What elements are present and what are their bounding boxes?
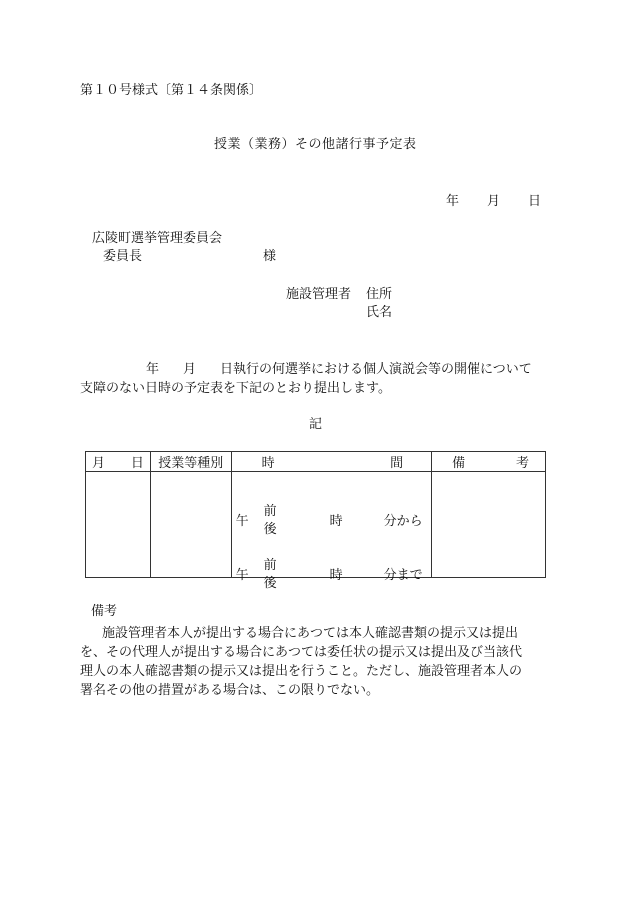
- time-to-minute: 分まで: [383, 568, 423, 583]
- header-day: 日: [130, 456, 144, 471]
- time-from-go2: 後: [263, 522, 277, 537]
- cell-kind[interactable]: [150, 472, 231, 578]
- time-from-minute: 分から: [383, 514, 423, 529]
- header-time-right: 間: [390, 456, 404, 471]
- header-month: 月: [92, 456, 106, 471]
- body-line-1-rest: 日執行の何選挙における個人演説会等の開催について: [220, 362, 532, 377]
- body-year: 年: [146, 362, 160, 377]
- time-from-zen: 前: [263, 504, 277, 519]
- time-to-go2: 後: [263, 576, 277, 591]
- time-to-hour: 時: [329, 568, 343, 583]
- header-kind: 授業等種別: [150, 452, 231, 472]
- body-line-1: [80, 360, 555, 379]
- cell-time[interactable]: [231, 472, 432, 591]
- remarks-line-4: 署名その他の措置がある場合は、この限りでない。: [80, 683, 380, 698]
- header-month-day: [86, 452, 151, 472]
- header-note-right: 考: [515, 456, 529, 471]
- date-line: [446, 195, 541, 208]
- date-day: 日: [528, 194, 542, 209]
- header-time-left: 時: [261, 456, 275, 471]
- header-note-left: 備: [452, 456, 466, 471]
- form-number: 第１０号様式〔第１４条関係〕: [80, 83, 263, 98]
- date-year: 年: [446, 194, 460, 209]
- cell-date[interactable]: [86, 472, 151, 578]
- table-header-row: [86, 452, 546, 472]
- header-time: [231, 452, 432, 472]
- table-row: [86, 472, 546, 578]
- submitter-address-label: 住所: [366, 287, 393, 302]
- header-note: [432, 452, 546, 472]
- date-month: 月: [487, 194, 501, 209]
- time-from-go: 午: [235, 514, 249, 529]
- cell-note[interactable]: [432, 472, 546, 578]
- schedule-table: [85, 451, 546, 591]
- time-to-row: [232, 554, 432, 591]
- document-title: 授業（業務）その他諸行事予定表: [214, 137, 417, 152]
- remarks-line-1: 施設管理者本人が提出する場合にあつては本人確認書類の提示又は提出: [102, 626, 519, 641]
- ki-heading: 記: [309, 417, 323, 432]
- time-from-hour: 時: [329, 514, 343, 529]
- remarks-title: 備考: [91, 604, 118, 619]
- body-line-2: 支障のない日時の予定表を下記のとおり提出します。: [80, 381, 391, 396]
- remarks-line-3: 理人の本人確認書類の提示又は提出を行うこと。ただし、施設管理者本人の: [80, 664, 523, 679]
- submitter-role: 施設管理者: [286, 287, 352, 302]
- body-month: 月: [183, 362, 197, 377]
- time-to-zen: 前: [263, 558, 277, 573]
- submitter-name-label: 氏名: [366, 305, 393, 320]
- remarks-text: [80, 624, 555, 700]
- body-text: [80, 360, 555, 398]
- addressee-honorific: 様: [263, 249, 277, 264]
- remarks-line-2: を、その代理人が提出する場合にあつては委任状の提示又は提出及び当該代: [80, 645, 523, 660]
- time-from-row: [232, 500, 432, 537]
- addressee-position: 委員長: [103, 249, 143, 264]
- time-to-go: 午: [235, 568, 249, 583]
- addressee-organization: 広陵町選挙管理委員会: [92, 231, 223, 246]
